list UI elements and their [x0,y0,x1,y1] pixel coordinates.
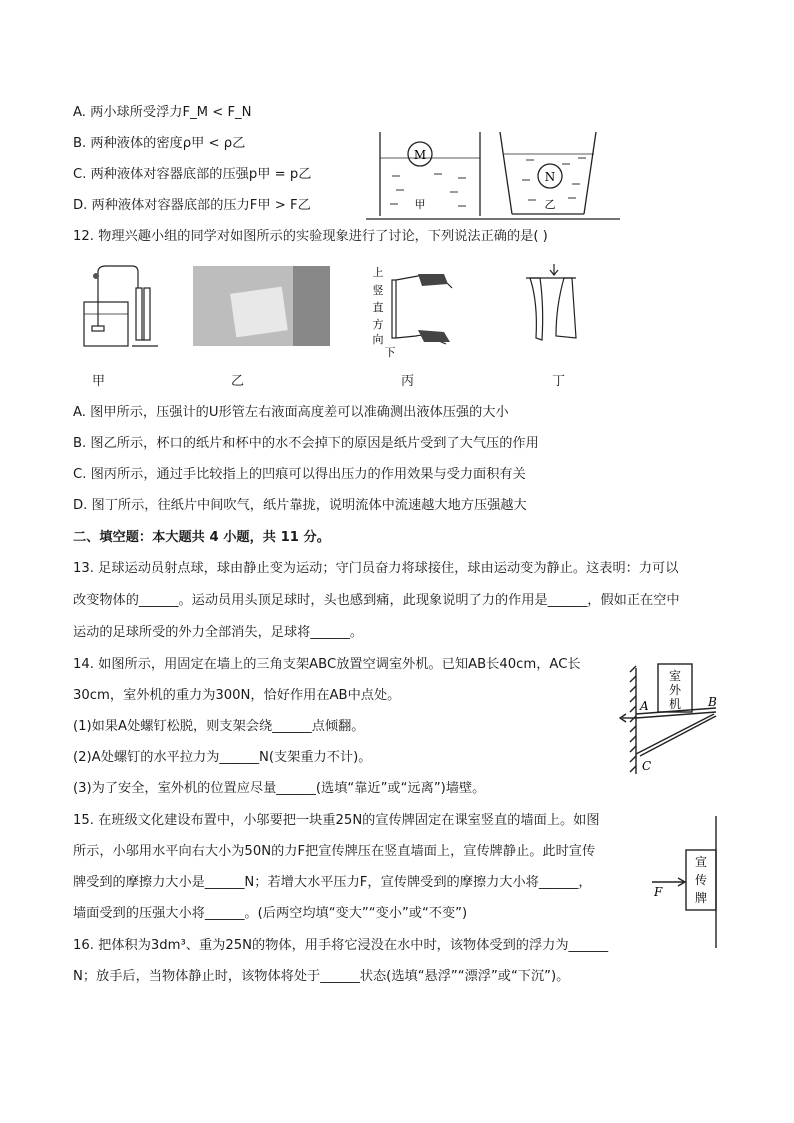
q12-fig-jia-manometer [78,262,160,350]
q11-option-c: C. 两种液体对容器底部的压强p甲 = p乙 [73,167,312,182]
q14-line-5: (3)为了安全，室外机的位置应尽量______(选填“靠近”或“远离”)墙壁。 [73,781,486,796]
point-c-label: C [642,759,652,773]
q12-option-b: B. 图乙所示，杯口的纸片和杯中的水不会掉下的原因是纸片受到了大气压的作用 [73,436,539,451]
q11-option-a: A. 两小球所受浮力F_M < F_N [73,105,252,120]
q12-option-d: D. 图丁所示，往纸片中间吹气，纸片靠拢，说明流体中流速越大地方压强越大 [73,498,527,513]
q15-line-4: 墙面受到的压强大小将______。(后两空均填“变大”“变小”或“不变”) [73,906,468,921]
ball-n-label: N [544,170,556,184]
board-label-char: 牌 [694,891,708,905]
vertical-label-char: 向 [372,333,384,346]
force-f-label: F [654,885,663,899]
vertical-label-char: 上 [372,266,384,279]
unit-label-char: 机 [668,697,682,711]
q12-fig-ding-papers [520,262,590,344]
q12-caption-jia: 甲 [92,374,106,389]
q12-stem: 12. 物理兴趣小组的同学对如图所示的实验现象进行了讨论，下列说法正确的是( ) [73,229,548,244]
point-b-label: B [708,695,717,709]
board-label-char: 宣 [694,855,708,869]
q14-line-3: (1)如果A处螺钉松脱，则支架会绕______点倾翻。 [73,719,365,734]
vertical-label-char: 竖 [372,284,384,297]
q12-option-c: C. 图丙所示，通过手比较指上的凹痕可以得出压力的作用效果与受力面积有关 [73,467,526,482]
unit-label-char: 外 [668,683,682,697]
q13-line-3: 运动的足球所受的外力全部消失，足球将______。 [73,625,364,640]
q11-containers-figure [362,128,624,224]
q12-fig-yi-photo [193,266,330,346]
vertical-label-char: 下 [384,346,396,358]
vertical-label-char: 方 [372,318,384,331]
q12-fig-bing-fingers [366,264,462,358]
q14-line-4: (2)A处螺钉的水平拉力为______N(支架重力不计)。 [73,750,372,765]
q15-board-figure [648,814,726,950]
q11-option-d: D. 两种液体对容器底部的压力F甲 > F乙 [73,198,311,213]
container-yi-label: 乙 [544,198,556,211]
vertical-label-char: 直 [372,301,384,314]
q14-line-2: 30cm，室外机的重力为300N，恰好作用在AB中点处。 [73,688,401,703]
ball-m-label: M [413,148,427,162]
q14-line-1: 14. 如图所示，用固定在墙上的三角支架ABC放置空调室外机。已知AB长40cm，AC长 [73,657,581,672]
unit-label-char: 室 [668,669,682,683]
q13-line-2: 改变物体的______。运动员用头顶足球时，头也感到痛，此现象说明了力的作用是______，假如正在空中 [73,593,680,608]
point-a-label: A [640,699,649,713]
board-label-char: 传 [694,873,708,887]
q15-line-3: 牌受到的摩擦力大小是______N；若增大水平压力F，宣传牌受到的摩擦力大小将______， [73,875,592,890]
q16-line-1: 16. 把体积为3dm³、重为25N的物体，用手将它浸没在水中时，该物体受到的浮力为______ [73,938,609,953]
section-heading: 二、填空题：本大题共 4 小题，共 11 分。 [73,530,330,545]
q12-caption-yi: 乙 [231,374,245,389]
q13-line-1: 13. 足球运动员射点球，球由静止变为运动；守门员奋力将球接住，球由运动变为静止。这表明：力可以 [73,561,679,576]
q15-line-2: 所示，小邬用水平向右大小为50N的力F把宣传牌压在竖直墙面上，宣传牌静止。此时宣传 [73,844,596,859]
q11-option-b: B. 两种液体的密度ρ甲 < ρ乙 [73,136,246,151]
q12-option-a: A. 图甲所示，压强计的U形管左右液面高度差可以准确测出液体压强的大小 [73,405,509,420]
q12-caption-ding: 丁 [552,374,566,389]
q16-line-2: N；放手后，当物体静止时，该物体将处于______状态(选填“悬浮”“漂浮”或“下沉”)。 [73,969,570,984]
q15-line-1: 15. 在班级文化建设布置中，小邬要把一块重25N的宣传牌固定在课室竖直的墙面上。如图 [73,813,600,828]
q12-caption-bing: 丙 [401,374,415,389]
q14-bracket-figure [618,658,726,778]
container-jia-label: 甲 [414,198,426,211]
